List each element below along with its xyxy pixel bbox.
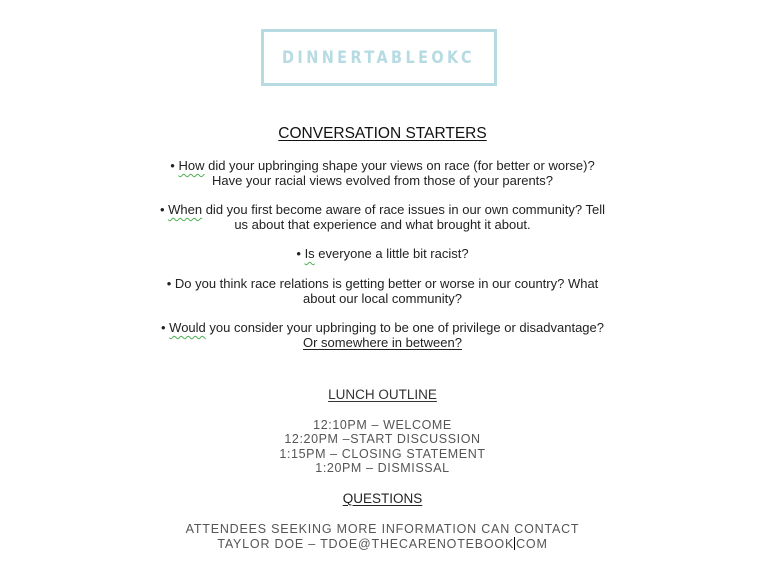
lunch-outline-heading: LUNCH OUTLINE xyxy=(328,387,437,402)
conversation-item-4-line-1: • Do you think race relations is getting better or worse in our country? What xyxy=(166,276,599,291)
conversation-starters-heading: CONVERSATION STARTERS xyxy=(278,125,487,142)
schedule-item: 1:20PM – DISMISSAL xyxy=(315,461,450,476)
conversation-item-4-line-2: about our local community? xyxy=(303,290,462,306)
conversation-item-1-line-2: Have your racial views evolved from those of your parents? xyxy=(211,172,554,188)
spellcheck-word: Is xyxy=(304,246,315,261)
conversation-item-5-line-2: Or somewhere in between? xyxy=(303,334,462,350)
contact-info xyxy=(0,522,765,552)
contact-line-1: ATTENDEES SEEKING MORE INFORMATION CAN CONTACT xyxy=(185,522,580,536)
spellcheck-word: How xyxy=(178,158,205,173)
bullet: • xyxy=(159,202,169,217)
contact-text: TAYLOR DOE – TDOE@THECARENOTEBOOK xyxy=(217,537,515,551)
conversation-item-5 xyxy=(0,321,765,350)
bullet: • xyxy=(160,320,170,335)
conversation-item-5-line-1 xyxy=(0,321,765,336)
conversation-item-1 xyxy=(0,159,765,188)
bullet: • xyxy=(296,246,305,261)
spellcheck-word: When xyxy=(168,202,203,217)
item-text: did you first become aware of race issues in our own community? Tell xyxy=(202,202,606,217)
conversation-item-3-line-1 xyxy=(0,247,765,262)
contact-text-end: COM xyxy=(516,537,548,551)
contact-line-2[interactable] xyxy=(0,537,765,552)
bullet: • xyxy=(170,158,179,173)
conversation-item-4 xyxy=(0,277,765,306)
conversation-item-1-line-1 xyxy=(0,159,765,174)
item-text: did your upbringing shape your views on race (for better or worse)? xyxy=(204,158,595,173)
conversation-item-2-line-1 xyxy=(0,203,765,218)
lunch-schedule xyxy=(0,418,765,476)
schedule-item: 12:20PM –START DISCUSSION xyxy=(284,432,481,447)
spellcheck-word: Would xyxy=(169,320,206,335)
logo xyxy=(261,29,497,86)
conversation-item-2 xyxy=(0,203,765,232)
logo-text: DINNERTABLEOKC xyxy=(282,47,476,68)
schedule-item: 12:10PM – WELCOME xyxy=(313,418,452,432)
schedule-item: 1:15PM – CLOSING STATEMENT xyxy=(279,446,486,461)
item-text: you consider your upbringing to be one of privilege or disadvantage? xyxy=(205,320,604,335)
questions-heading: QUESTIONS xyxy=(342,491,423,506)
conversation-item-2-line-2: us about that experience and what brought it about. xyxy=(234,216,531,232)
text-cursor xyxy=(514,537,515,550)
conversation-item-3 xyxy=(0,247,765,262)
item-text: everyone a little bit racist? xyxy=(314,246,469,261)
